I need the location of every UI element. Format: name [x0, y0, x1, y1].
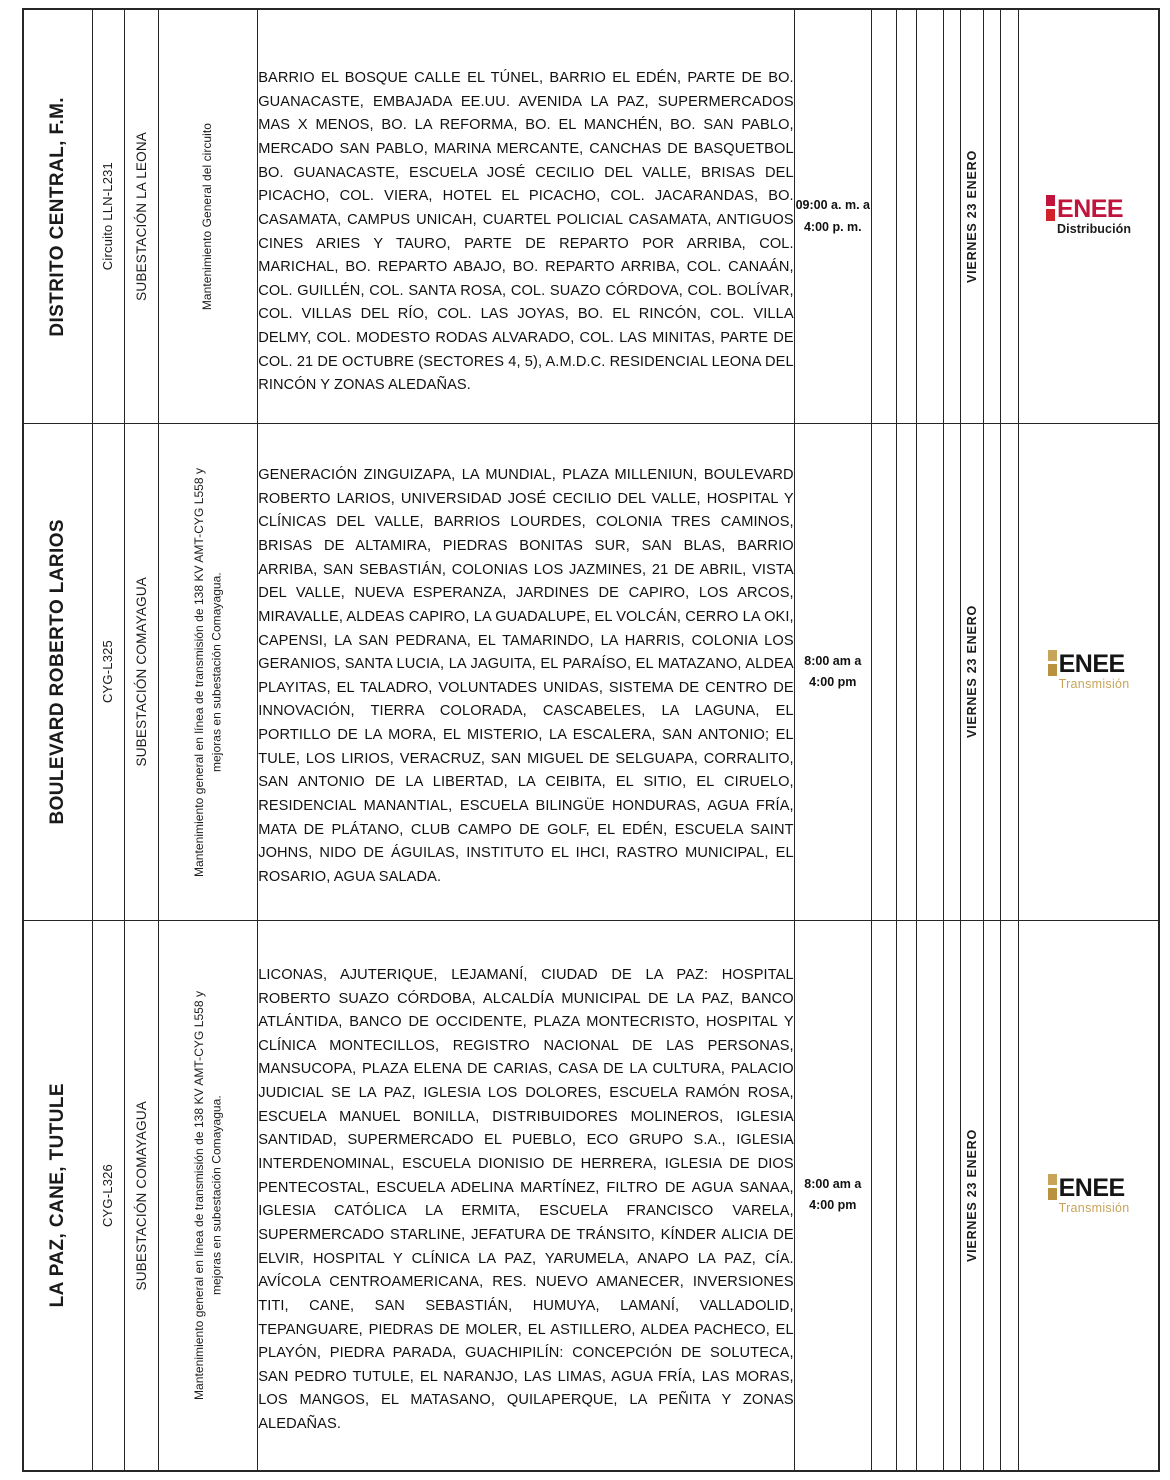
date-cell [961, 424, 983, 921]
circuit-cell [92, 920, 125, 1471]
substation-cell [125, 920, 159, 1471]
enee-wordmark: ENEE [1058, 650, 1125, 679]
spacer-cell-c [916, 424, 943, 921]
spacer-cell-b [897, 424, 916, 921]
enee-wordmark: ENEE [1058, 1173, 1125, 1202]
substation-label: SUBESTACIÓN COMAYAGUA [133, 577, 149, 767]
spacer-cell-f [1000, 9, 1018, 424]
time-cell [794, 9, 871, 424]
substation-cell [125, 424, 159, 921]
company-logo-cell [1019, 424, 1159, 921]
reason-cell [158, 9, 258, 424]
enee-distribucion-logo [1046, 195, 1131, 236]
spacer-cell-a [871, 9, 896, 424]
spacer-cell-c [916, 920, 943, 1471]
time-cell [794, 424, 871, 921]
time-start-label: 8:00 am a [804, 1177, 862, 1192]
spacer-cell-e [983, 424, 1000, 921]
spacer-cell-d [944, 9, 961, 424]
table-row [23, 9, 1159, 424]
substation-label: SUBESTACIÓN LA LEONA [133, 132, 149, 301]
enee-division-label: Transmisión [1058, 1200, 1130, 1215]
spacer-cell-a [871, 424, 896, 921]
enee-transmision-logo [1048, 1174, 1130, 1215]
time-start-label: 8:00 am a [804, 653, 862, 668]
zone-label: BOULEVARD ROBERTO LARIOS [46, 519, 68, 825]
spacer-cell-a [871, 920, 896, 1471]
affected-zones-text: GENERACIÓN ZINGUIZAPA, LA MUNDIAL, PLAZA MILLENIUN, BOULEVARD ROBERTO LARIOS, UNIVERSIDAD JOSÉ CECILIO DEL VALLE, HOSPITAL Y CLÍNICAS DEL VALLE, BARRIOS LOURDES, COLONIA TRES CAMINOS, BRISAS DE ALTAMIRA, PIEDRAS BONITAS SUR, SAN BLAS, BARRIO ARRIBA, SAN SEBASTIÁN, COLONIAS LOS JAZMINES, 21 DE ABRIL, VISTA DEL VALLE, NUEVA ESPERANZA, JARDINES DE CAPIRO, LOS ARCOS, MIRAVALLE, ALDEAS CAPIRO, LA GUADALUPE, EL VOLCÁN, CERRO LA OKI, CAPENSI, LA SAN PEDRANA, EL TAMARINDO, LA HARRIS, COLONIA LOS GERANIOS, SANTA LUCIA, LA JAGUITA, EL PARAÍSO, EL MATAZANO, ALDEA PLAYITAS, EL TALADRO, VOLUNTADES UNIDAS, SISTEMA DE CENTRO DE INNOVACIÓN, TIERRA COLORADA, CASCABELES, LA LAGUNA, EL PORTILLO DE LA MORA, EL MISTERIO, LA ESCALERA, SAN ANTONIO; EL TULE, LOS LIRIOS, VERACRUZ, SAN MIGUEL DE SELGUAPA, CORRALITO, SAN ANTONIO DE LA LIBERTAD, LA CEIBITA, EL SITIO, EL CIRUELO, RESIDENCIAL MANANTIAL, ESCUELA BILINGÜE HONDURAS, AGUA FRÍA, MATA DE PLÁTANO, CLUB CAMPO DE GOLF, EL EDÉN, ESCUELA SAINT JOHNS, NIDO DE ÁGUILAS, INSTITUTO EL IHCI, RASTRO MUNICIPAL, EL ROSARIO, AGUA SALADA. [258, 467, 794, 885]
affected-zones-text: LICONAS, AJUTERIQUE, LEJAMANÍ, CIUDAD DE LA PAZ: HOSPITAL ROBERTO SUAZO CÓRDOBA, ALCALDÍA MUNICIPAL DE LA PAZ, BANCO ATLÁNTIDA, BANCO DE OCCIDENTE, PLAZA MONTECRISTO, HOSPITAL Y CLÍNICA MONTECILLOS, REGISTRO NACIONAL DE LAS PERSONAS, MANSUCOPA, PLAZA ELENA DE CARIAS, CASA DE LA CULTURA, PALACIO JUDICIAL SE LA PAZ, IGLESIA LOS DOLORES, ESCUELA RAMÓN ROSA, ESCUELA MANUEL BONILLA, DISTRIBUIDORES MOLINEROS, IGLESIA SANTIDAD, SUPERMERCADO EL PUEBLO, ECO GRUPO S.A., IGLESIA INTERDENOMINAL, ESCUELA DIONISIO DE HERRERA, IGLESIA DE DIOS PENTECOSTAL, ESCUELA ADELINA MARTÍNEZ, FILTRO DE AGUA SANAA, IGLESIA CATÓLICA LA ERMITA, ESCUELA FRANCISCO VARELA, SUPERMERCADO STARLINE, JEFATURA DE TRÁNSITO, KÍNDER ALICIA DE ELVIR, HOSPITAL Y CLÍNICA LA PAZ, YARUMELA, ANAPO LA PAZ, CÍA. AVÍCOLA CENTROAMERICANA, RES. NUEVO AMANECER, INVERSIONES TITI, CANE, SAN SEBASTIÁN, HUMUYA, LAMANÍ, VALLADOLID, TEPANGUARE, PIEDRAS DE MOLER, EL ASTILLERO, ALDEA PACHECO, EL PLAYÓN, PIEDRA PARADA, GUACHIPILÍN: CONCEPCIÓN DE SOLUTECA, SAN PEDRO TUTULE, EL NARANJO, LAS LIMAS, AGUA FRÍA, LAS MORAS, LOS MANGOS, EL MATASANO, QUILAPERQUE, LA PEÑITA Y ZONAS ALEDAÑAS. [258, 966, 794, 1433]
enee-bars-icon [1048, 1174, 1057, 1200]
reason-label: Mantenimiento general en línea de transmisión de 138 KV AMT-CYG L558 y mejoras en subestación Comayagua. [191, 990, 223, 1400]
table-row [23, 920, 1159, 1471]
affected-zones-text: BARRIO EL BOSQUE CALLE EL TÚNEL, BARRIO EL EDÉN, PARTE DE BO. GUANACASTE, EMBAJADA EE.UU. AVENIDA LA PAZ, SUPERMERCADOS MAS X MENOS, BO. LA REFORMA, BO. EL MANCHÉN, BO. SAN PABLO, MERCADO SAN PABLO, MARINA MERCANTE, CANCHAS DE BASQUETBOL BO. GUANACASTE, ESCUELA JOSÉ CECILIO DEL VALLE, BRISAS DEL PICACHO, COL. VIERA, HOTEL EL PICACHO, COL. JACARANDAS, BO. CASAMATA, CAMPUS UNICAH, CUARTEL POLICIAL CASAMATA, ANTIGUOS CINES ARIES Y TAURO, PARTE DE REPARTO POR ARRIBA, COL. MARICHAL, BO. REPARTO ABAJO, BO. REPARTO ARRIBA, COL. CANAÁN, COL. GUILLÉN, COL. SANTA ROSA, COL. SUAZO CÓRDOVA, COL. BOLÍVAR, COL. VILLAS DEL RÍO, COL. LAS JOYAS, BO. EL RINCÓN, COL. VILLA DELMY, COL. MODESTO RODAS ALVARADO, COL. LAS MINITAS, PARTE DE COL. 21 DE OCTUBRE (SECTORES 4, 5), A.M.D.C. RESIDENCIAL LEONA DEL RINCÓN Y ZONAS ALEDAÑAS. [258, 70, 794, 394]
enee-transmision-logo [1048, 650, 1130, 691]
spacer-cell-d [944, 424, 961, 921]
enee-division-label: Transmisión [1058, 677, 1130, 692]
reason-cell [158, 920, 258, 1471]
spacer-cell-b [897, 9, 916, 424]
date-cell [961, 920, 983, 1471]
enee-wordmark: ENEE [1057, 195, 1124, 224]
substation-cell [125, 9, 159, 424]
circuit-label: CYG-L325 [99, 640, 115, 704]
zone-cell [23, 424, 92, 921]
date-label: VIERNES 23 ENERO [964, 605, 979, 739]
circuit-label: CYG-L326 [99, 1163, 115, 1227]
table-row [23, 424, 1159, 921]
affected-zones-cell [258, 9, 795, 424]
spacer-cell-e [983, 9, 1000, 424]
spacer-cell-f [1000, 424, 1018, 921]
enee-bars-icon [1048, 650, 1057, 676]
enee-bars-icon [1046, 195, 1055, 221]
spacer-cell-c [916, 9, 943, 424]
time-cell [794, 920, 871, 1471]
spacer-cell-b [897, 920, 916, 1471]
reason-label: Mantenimiento general en línea de transmisión de 138 KV AMT-CYG L558 y mejoras en subestación Comayagua. [191, 467, 223, 877]
time-end-label: 4:00 p. m. [803, 219, 862, 234]
affected-zones-cell [258, 920, 795, 1471]
reason-label: Mantenimiento General del circuito [200, 122, 215, 311]
zone-label: LA PAZ, CANE, TUTULE [46, 1083, 68, 1308]
time-end-label: 4:00 pm [809, 1198, 857, 1213]
date-label: VIERNES 23 ENERO [964, 1128, 979, 1262]
spacer-cell-e [983, 920, 1000, 1471]
company-logo-cell [1019, 920, 1159, 1471]
date-label: VIERNES 23 ENERO [964, 150, 979, 284]
circuit-cell [92, 424, 125, 921]
circuit-label: Circuito LLN-L231 [99, 162, 115, 271]
date-cell [961, 9, 983, 424]
outage-schedule-table [22, 8, 1160, 1472]
zone-cell [23, 9, 92, 424]
spacer-cell-d [944, 920, 961, 1471]
affected-zones-cell [258, 424, 795, 921]
zone-label: DISTRITO CENTRAL, F.M. [46, 96, 68, 337]
time-start-label: 09:00 a. m. a [795, 198, 870, 213]
company-logo-cell [1019, 9, 1159, 424]
enee-division-label: Distribución [1057, 222, 1132, 237]
circuit-cell [92, 9, 125, 424]
reason-cell [158, 424, 258, 921]
substation-label: SUBESTACIÓN COMAYAGUA [133, 1100, 149, 1291]
time-end-label: 4:00 pm [809, 674, 857, 689]
zone-cell [23, 920, 92, 1471]
spacer-cell-f [1000, 920, 1018, 1471]
